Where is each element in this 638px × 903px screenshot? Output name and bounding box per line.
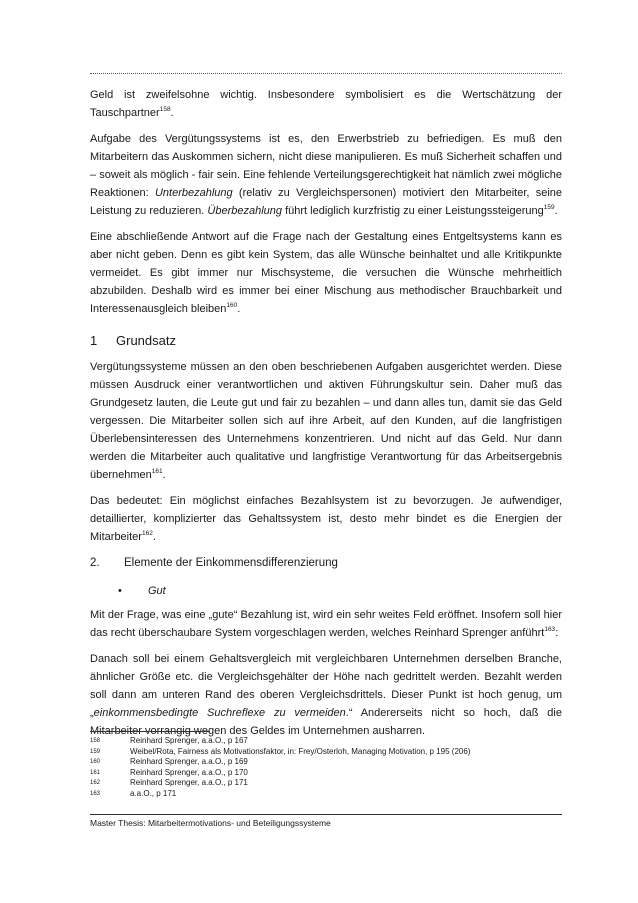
footnote-ref: 162 bbox=[141, 530, 153, 537]
page-footer: Master Thesis: Mitarbeitermotivations- und Beteiligungssysteme bbox=[90, 818, 331, 828]
footnote-ref: 159 bbox=[543, 204, 555, 211]
paragraph-7: Danach soll bei einem Gehaltsvergleich mit vergleichbaren Unternehmen derselben Branche, ähnlicher Größe etc. die Vergleichsgehälter der Höhe nach gedrittelt werden. Bezahlt werden soll dann am unteren Rand des oberen Vergleichsdrittels. Dieser Punkt ist hoch genug, um „einkommensbedingte Suchreflexe zu vermeiden.“ Andererseits nicht so hoch, daß die Mitarbeiter vorrangig wegen des Geldes im Unternehmen ausharren. bbox=[90, 653, 562, 737]
footnote: 162 Reinhard Sprenger, a.a.O., p 171 bbox=[90, 778, 248, 787]
footnotes bbox=[90, 736, 562, 799]
footnote-ref: 158 bbox=[159, 106, 171, 113]
footer-rule bbox=[90, 814, 562, 815]
footnote: 158 Reinhard Sprenger, a.a.O., p 167 bbox=[90, 736, 248, 745]
section-heading-grundsatz: 1 Grundsatz bbox=[90, 333, 176, 348]
footnote-ref: 161 bbox=[151, 468, 163, 475]
body-text bbox=[90, 86, 562, 748]
paragraph-6: Mit der Frage, was eine „gute“ Bezahlung ist, wird ein sehr weites Feld eröffnet. Insofern soll hier das recht überschaubare System vorgeschlagen werden, welches Reinhard Sprenger anführt$^{163}$: bbox=[90, 609, 562, 639]
paragraph-5: Das bedeutet: Ein möglichst einfaches Bezahlsystem ist zu bevorzugen. Je aufwendiger, detaillierter, komplizierter das Gehaltssystem ist, desto mehr bindet es die Energien der Mitarbeiter$^{162}$. bbox=[90, 495, 562, 543]
footnote-ref: 163 bbox=[544, 626, 556, 633]
footnote-rule bbox=[90, 731, 210, 732]
section-heading-elemente: 2. Elemente der Einkommensdifferenzierung bbox=[90, 557, 338, 569]
footnote: 163 a.a.O., p 171 bbox=[90, 788, 177, 798]
paragraph-2: Aufgabe des Vergütungssystems ist es, den Erwerbstrieb zu befriedigen. Es muß den Mitarbeitern das Auskommen sichern, nicht diese manipulieren. Es muß Sicherheit schaffen und – soweit als möglich - fair sein. Eine fehlende Verteilungsgerechtigkeit hat nämlich zwei mögliche Reaktionen: Unterbezahlung (relativ zu Vergleichspersonen) motiviert den Mitarbeiter, seine Leistung zu reduzieren. Überbezahlung führt lediglich kurzfristig zu einer Leistungssteigerung$^{159}$. bbox=[90, 133, 562, 217]
bullet-item-gut: • Gut bbox=[118, 582, 562, 600]
paragraph-3: Eine abschließende Antwort auf die Frage nach der Gestaltung eines Entgeltsystems kann es aber nicht geben. Denn es gibt kein System, das alle Wünsche beinhaltet und alle Kritikpunkte vermeidet. Es gibt immer nur Mischsysteme, die versuchen die Wünsche mehrheitlich abzubilden. Deshalb wird es immer bei einer Mischung aus methodischer Brauchbarkeit und Interessenausgleich bleiben$^{160}$. bbox=[90, 231, 562, 315]
footnote: 159 Weibel/Rota, Fairness als Motivationsfaktor, in: Frey/Osterloh, Managing Motivation, p 195 (206) bbox=[90, 746, 471, 756]
footnote: 160 Reinhard Sprenger, a.a.O., p 169 bbox=[90, 757, 248, 766]
paragraph-1: Geld ist zweifelsohne wichtig. Insbesondere symbolisiert es die Wertschätzung der Tauschpartner$^{158}$. bbox=[90, 89, 562, 119]
footnote-ref: 160 bbox=[226, 302, 238, 309]
paragraph-4: Vergütungssysteme müssen an den oben beschriebenen Aufgaben ausgerichtet werden. Diese müssen Ausdruck einer verantwortlichen und aktiven Führungskultur sein. Daher muß das Grundgesetz lauten, die Leute gut und fair zu bezahlen – und dann alles tun, damit sie das Geld vergessen. Die Mitarbeiter sollen sich auf ihre Arbeit, auf den Kunden, auf die langfristigen Überlebensinteressen des Unternehmens konzentrieren. Und nicht auf das Geld. Nur dann werden die Mitarbeiter auch qualitative und langfristige Verantwortung für das Arbeitsergebnis übernehmen$^{161}$. bbox=[90, 361, 562, 481]
bullet-icon: • bbox=[118, 585, 122, 597]
footnote: 161 Reinhard Sprenger, a.a.O., p 170 bbox=[90, 767, 248, 777]
top-dotted-rule bbox=[90, 73, 562, 74]
